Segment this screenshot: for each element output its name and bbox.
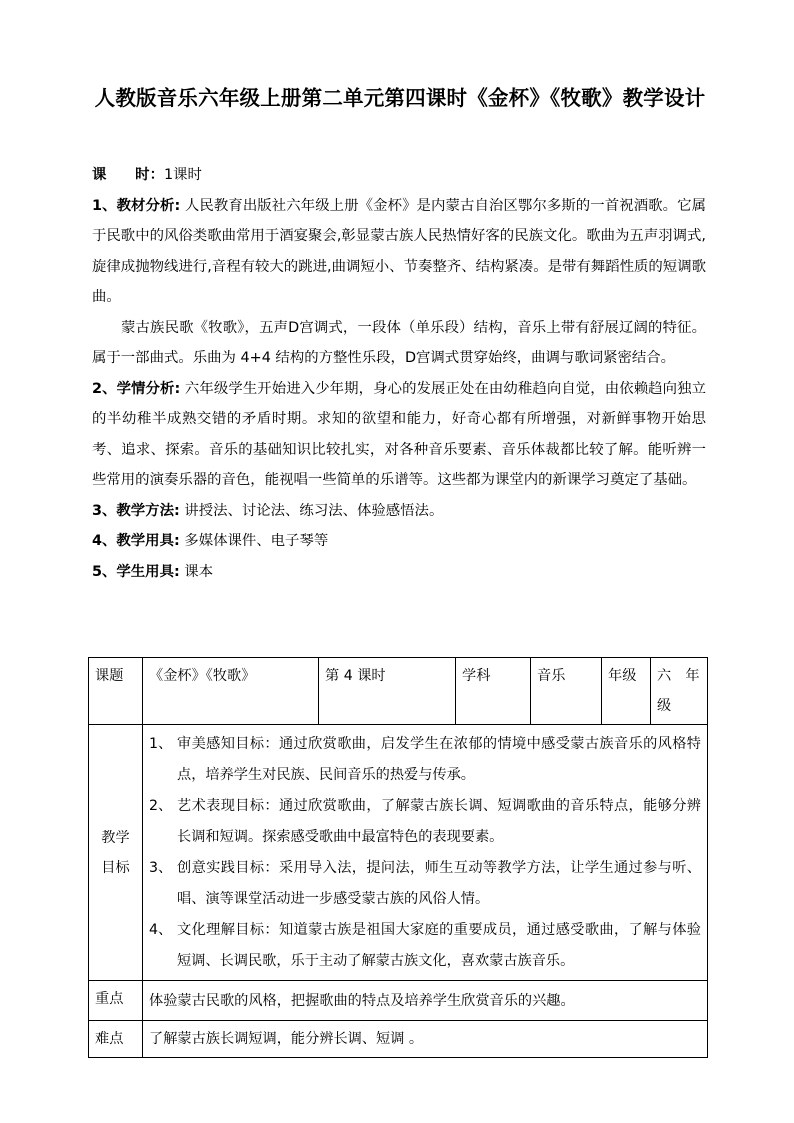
section-label: 5、学生用具: xyxy=(92,563,180,580)
goal-text: 文化理解目标：知道蒙古族是祖国大家庭的重要成员，通过感受歌曲，了解与体验短调、长调民歌，乐于主动了解蒙古族文化，喜欢蒙古族音乐。 xyxy=(177,922,701,969)
class-hours-label: 课 时： xyxy=(92,167,164,183)
list-item xyxy=(149,729,701,791)
goal-number: 2、 xyxy=(149,798,173,814)
section-label: 4、教学用具: xyxy=(92,533,180,549)
section-student-tools xyxy=(92,557,706,588)
cell-topic-value: 《金杯》《牧歌》 xyxy=(143,658,319,725)
lesson-plan-table xyxy=(88,657,708,1058)
intro-block xyxy=(92,160,706,587)
class-hours-value: 1课时 xyxy=(163,167,202,183)
section-text: 人民教育出版社六年级上册《金杯》是内蒙古自治区鄂尔多斯的一首祝酒歌。它属于民歌中的风俗类歌曲常用于酒宴聚会,彰显蒙古族人民热情好客的民族文化。歌曲为五声羽调式,旋律成抛物线进行,音程有较大的跳进,曲调短小、节奏整齐、结构紧凑。是带有舞蹈性质的短调歌曲。 xyxy=(92,197,706,305)
cell-lesson-number: 第 4 课时 xyxy=(319,658,456,725)
goals-list xyxy=(149,729,701,977)
section-student-analysis xyxy=(92,374,706,496)
page-title: 人教版音乐六年级上册第二单元第四课时《金杯》《牧歌》教学设计 xyxy=(94,86,706,110)
section-teaching-tools xyxy=(92,526,706,557)
table-row xyxy=(89,1021,708,1058)
list-item xyxy=(149,853,701,915)
section-text: 讲授法、讨论法、练习法、体验感悟法。 xyxy=(179,502,444,519)
section-text: 多媒体课件、电子琴等 xyxy=(179,533,329,549)
cell-key-label: 重点 xyxy=(89,981,143,1021)
section-label: 1、教材分析: xyxy=(92,197,181,214)
cell-grade-label: 年级 xyxy=(602,658,651,725)
goal-text: 审美感知目标：通过欣赏歌曲，启发学生在浓郁的情境中感受蒙古族音乐的风格特点，培养学生对民族、民间音乐的热爱与传承。 xyxy=(177,736,701,783)
cell-subject-label: 学科 xyxy=(456,658,531,725)
section-text: 六年级学生开始进入少年期，身心的发展正处在由幼稚趋向自觉，由依赖趋向独立的半幼稚半成熟交错的矛盾时期。求知的欲望和能力，好奇心都有所增强，对新鲜事物开始思考、追求、探索。音乐的基础知识比较扎实，对各种音乐要素、音乐体裁都比较了解。能听辨一些常用的演奏乐器的音色，能视唱一些简单的乐谱等。这些都为课堂内的新课学习奠定了基础。 xyxy=(92,380,706,488)
table-row xyxy=(89,658,708,725)
section-material-analysis-2: 蒙古族民歌《牧歌》，五声D宫调式，一段体（单乐段）结构，音乐上带有舒展辽阔的特征。属于一部曲式。乐曲为 4+4 结构的方整性乐段，D宫调式贯穿始终，曲调与歌词紧密结合。 xyxy=(92,319,706,366)
section-label: 2、学情分析: xyxy=(92,380,181,397)
cell-grade-value: 六 年级 xyxy=(651,658,708,725)
cell-key-text: 体验蒙古民歌的风格，把握歌曲的特点及培养学生欣赏音乐的兴趣。 xyxy=(143,981,708,1021)
cell-topic-label: 课题 xyxy=(89,658,143,725)
cell-difficulty-text: 了解蒙古族长调短调，能分辨长调、短调 。 xyxy=(143,1021,708,1058)
cell-difficulty-label: 难点 xyxy=(89,1021,143,1058)
cell-goals xyxy=(143,725,708,981)
list-item xyxy=(149,915,701,977)
goal-number: 3、 xyxy=(149,860,173,876)
goal-text: 艺术表现目标：通过欣赏歌曲，了解蒙古族长调、短调歌曲的音乐特点，能够分辨长调和短调。探索感受歌曲中最富特色的表现要素。 xyxy=(177,798,701,845)
goal-text: 创意实践目标：采用导入法，提问法，师生互动等教学方法，让学生通过参与听、唱、演等课堂活动进一步感受蒙古族的风俗人情。 xyxy=(177,860,701,907)
list-item xyxy=(149,791,701,853)
goal-number: 4、 xyxy=(149,922,173,938)
table-row xyxy=(89,725,708,981)
cell-goals-label: 教学目标 xyxy=(89,725,143,981)
table-row xyxy=(89,981,708,1021)
section-material-analysis xyxy=(92,191,706,313)
goal-number: 1、 xyxy=(149,736,173,752)
cell-subject-value: 音乐 xyxy=(531,658,602,725)
section-label: 3、教学方法: xyxy=(92,502,180,519)
section-teaching-method xyxy=(92,496,706,527)
section-text: 课本 xyxy=(179,563,214,580)
class-hours-line xyxy=(92,160,706,191)
